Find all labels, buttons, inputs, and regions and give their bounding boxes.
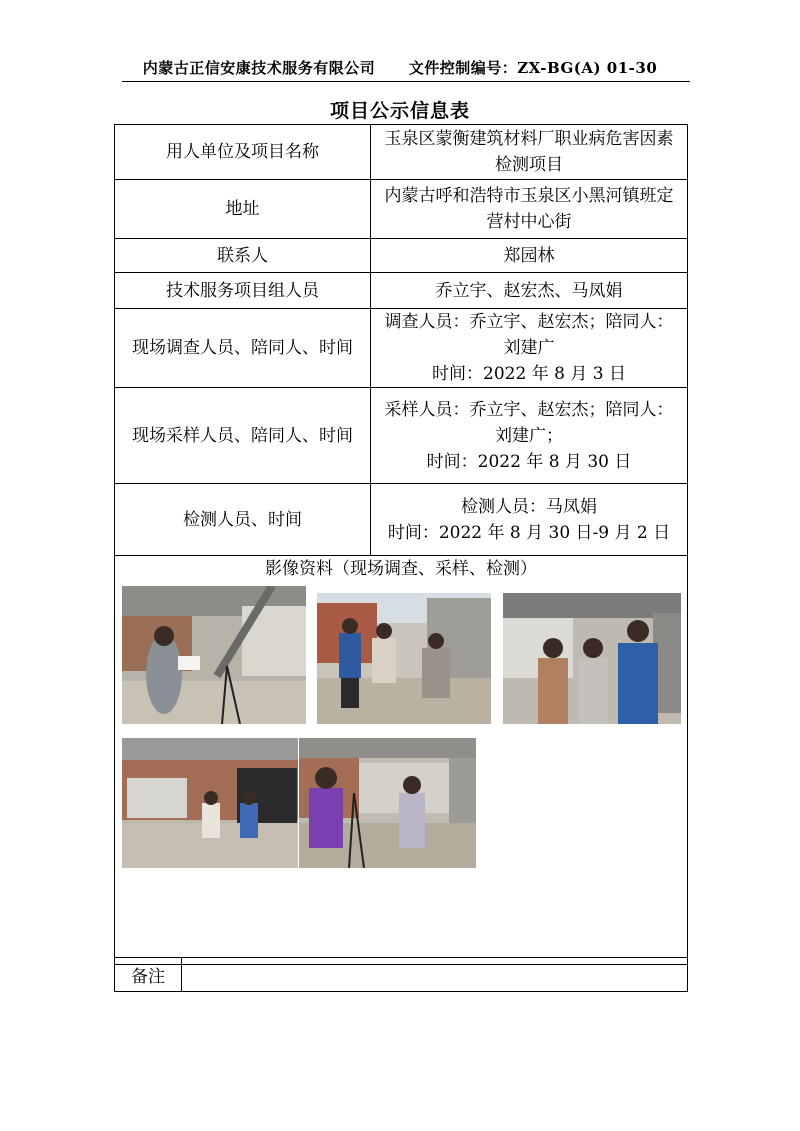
gallery-title: 影像资料（现场调查、采样、检测）	[265, 559, 537, 579]
remarks-label: 备注	[115, 958, 182, 992]
table-row	[115, 273, 688, 309]
photo-gallery	[115, 586, 687, 964]
row-label: 联系人	[115, 239, 371, 273]
table-row	[115, 239, 688, 273]
file-control-number: 文件控制编号：ZX-BG(A) 01-30	[408, 59, 658, 77]
row-value: 玉泉区蒙衡建筑材料厂职业病危害因素检测项目	[371, 125, 688, 180]
row-label: 检测人员、时间	[115, 484, 371, 556]
value-line: 采样人员：乔立宇、赵宏杰；陪同人：刘建广；	[384, 399, 674, 446]
row-label: 现场调查人员、陪同人、时间	[115, 309, 371, 388]
row-label: 用人单位及项目名称	[115, 125, 371, 180]
row-label: 技术服务项目组人员	[115, 273, 371, 309]
document-header	[0, 57, 800, 78]
value-line: 调查人员：乔立宇、赵宏杰；陪同人：刘建广	[384, 312, 674, 358]
row-value	[371, 484, 688, 556]
row-value	[371, 309, 688, 388]
row-label: 现场采样人员、陪同人、时间	[115, 388, 371, 484]
table-row	[115, 388, 688, 484]
table-row	[115, 180, 688, 239]
row-label: 地址	[115, 180, 371, 239]
site-photo	[122, 738, 298, 868]
value-line: 时间：2022 年 8 月 30 日-9 月 2 日	[387, 522, 671, 543]
row-value: 郑园林	[371, 239, 688, 273]
site-photo	[122, 586, 306, 724]
value-line: 检测人员：马凤娟	[461, 496, 597, 517]
header-divider	[122, 81, 690, 82]
row-value: 乔立宇、赵宏杰、马凤娟	[371, 273, 688, 309]
row-value: 内蒙古呼和浩特市玉泉区小黑河镇班定营村中心街	[371, 180, 688, 239]
page-title: 项目公示信息表	[329, 100, 470, 122]
table-row	[115, 958, 688, 992]
site-photo	[317, 593, 491, 724]
table-row	[115, 309, 688, 388]
remarks-table	[114, 957, 688, 992]
company-name: 内蒙古正信安康技术服务有限公司	[142, 59, 376, 77]
gallery-row	[115, 556, 688, 965]
value-line: 时间：2022 年 8 月 30 日	[426, 451, 632, 472]
row-value	[371, 388, 688, 484]
table-row	[115, 125, 688, 180]
site-photo	[503, 593, 681, 724]
table-row	[115, 484, 688, 556]
remarks-value	[182, 958, 688, 992]
info-table	[114, 124, 688, 965]
value-line: 时间：2022 年 8 月 3 日	[432, 364, 626, 384]
site-photo	[299, 738, 476, 868]
